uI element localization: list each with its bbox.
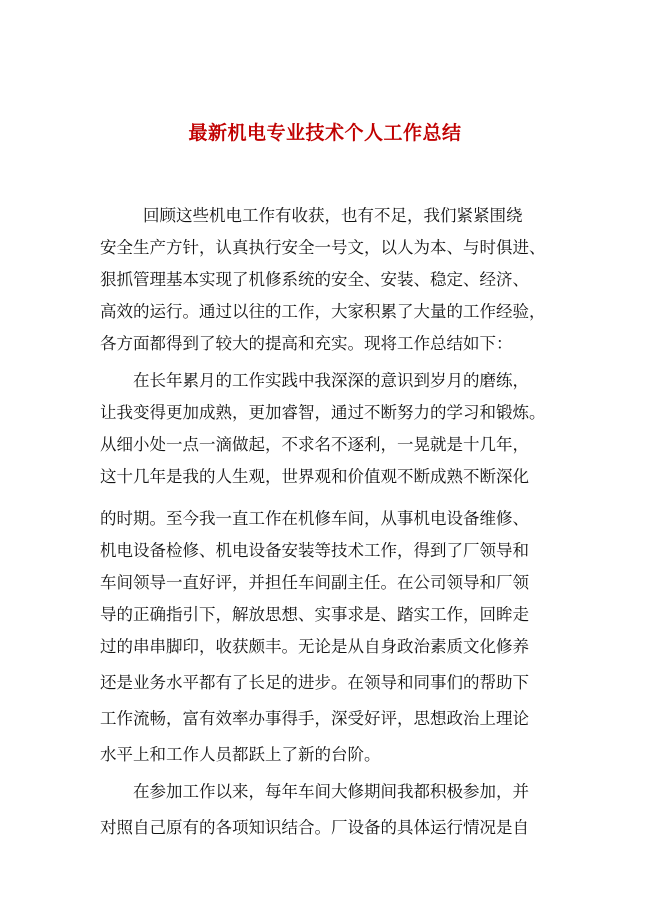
paragraph-line: 还是业务水平都有了长足的进步。在领导和同事们的帮助下 <box>100 673 529 692</box>
paragraph-line: 过的串串脚印，收获颇丰。无论是从自身政治素质文化修养 <box>100 637 529 656</box>
paragraph-line: 在长年累月的工作实践中我深深的意识到岁月的磨练， <box>133 371 529 390</box>
paragraph-line: 工作流畅，富有效率办事得手，深受好评，思想政治上理论 <box>100 709 529 728</box>
paragraph-line: 安全生产方针，认真执行安全一号文，以人为本、与时俱进、 <box>100 238 546 257</box>
paragraph-line: 高效的运行。通过以往的工作，大家积累了大量的工作经验， <box>100 302 546 321</box>
document-title: 最新机电专业技术个人工作总结 <box>188 122 462 144</box>
paragraph-line: 狠抓管理基本实现了机修系统的安全、安装、稳定、经济、 <box>100 270 529 289</box>
paragraph-line: 在参加工作以来，每年车间大修期间我都积极参加，并 <box>133 782 529 801</box>
paragraph-line: 水平上和工作人员都跃上了新的台阶。 <box>100 745 381 764</box>
paragraph-line: 让我变得更加成熟，更加睿智，通过不断努力的学习和锻炼。 <box>100 403 546 422</box>
paragraph-line: 这十几年是我的人生观，世界观和价值观不断成熟不断深化 <box>100 467 529 486</box>
paragraph-line: 各方面都得到了较大的提高和充实。现将工作总结如下： <box>100 334 513 353</box>
paragraph-line: 从细小处一点一滴做起，不求名不逐利，一晃就是十几年， <box>100 435 529 454</box>
paragraph-line: 机电设备检修、机电设备安装等技术工作，得到了厂领导和 <box>100 541 529 560</box>
paragraph-line: 车间领导一直好评，并担任车间副主任。在公司领导和厂领 <box>100 573 529 592</box>
paragraph-line: 的时期。至今我一直工作在机修车间，从事机电设备维修、 <box>100 509 529 528</box>
paragraph-line: 回顾这些机电工作有收获，也有不足，我们紧紧围绕 <box>143 206 523 225</box>
paragraph-line: 对照自己原有的各项知识结合。厂设备的具体运行情况是自 <box>100 818 529 837</box>
paragraph-line: 导的正确指引下，解放思想、实事求是、踏实工作，回眸走 <box>100 605 529 624</box>
